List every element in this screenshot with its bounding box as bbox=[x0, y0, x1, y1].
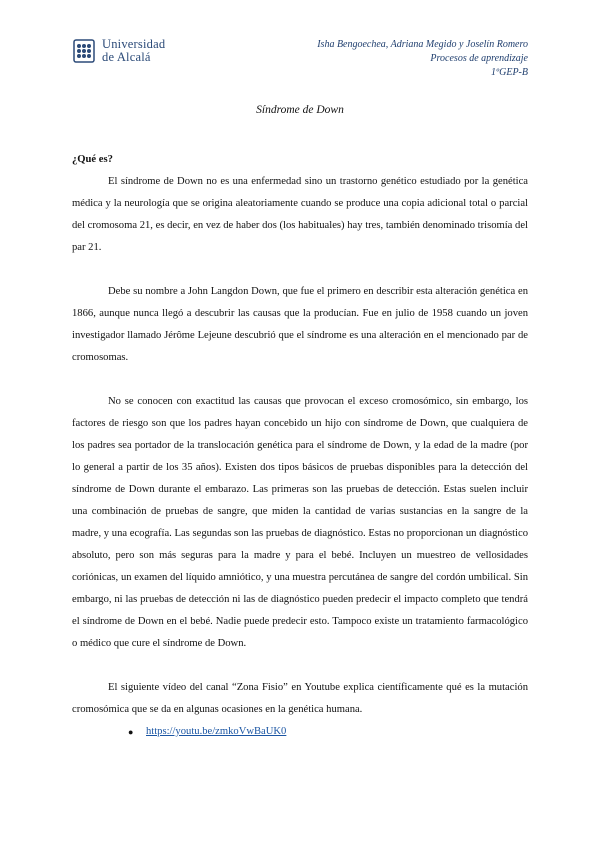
paragraph-3: No se conocen con exactitud las causas que provocan el exceso cromosómico, sin embargo, los factores de riesgo son que los padres hayan concebido un hijo con síndrome de Down, que cualquiera de los padres sea portador de la translocación genética para el síndrome de Down, y la edad de la madre (por lo general a partir de los 35 años). Existen dos tipos básicos de pruebas disponibles para la detección del síndrome de Down durante el embarazo. Las primeras son las pruebas de detección. Estas suelen incluir una combinación de pruebas de sangre, que miden la cantidad de varias sustancias en la sangre de la madre, y una ecografía. Las segundas son las pruebas de diagnóstico. Estas no proporcionan un diagnóstico absoluto, pero son más seguras para la madre y para el bebé. Incluyen un muestreo de vellosidades coriónicas, un examen del líquido amniótico, y una muestra percutánea de sangre del cordón umbilical. Sin embargo, ni las pruebas de detección ni las de diagnóstico pueden predecir el impacto completo que tendrá el síndrome de Down en el bebé. Nadie puede predecir esto. Tampoco existe un tratamiento farmacológico o médico que cure el síndrome de Down. bbox=[72, 396, 528, 649]
university-crest-icon bbox=[72, 38, 96, 64]
header-authors-block bbox=[317, 38, 528, 80]
section-heading: ¿Qué es? bbox=[72, 154, 113, 165]
subject-line: Procesos de aprendizaje bbox=[430, 53, 528, 64]
paragraph-2: Debe su nombre a John Langdon Down, que fue el primero en describir esta alteración genética en 1866, aunque nunca llegó a descubrir las causas que la producían. Fue en julio de 1958 cuando un joven investigador llamado Jérôme Lejeune descubrió que el síndrome es una alteración en el mencionado par de cromosomas. bbox=[72, 286, 528, 363]
university-logo bbox=[72, 38, 165, 64]
logo-line-1: Universidad bbox=[102, 37, 166, 51]
authors-line: Isha Bengoechea, Adriana Megido y Joselín Romero bbox=[317, 39, 528, 50]
paragraph-4: El siguiente vídeo del canal “Zona Fisio” en Youtube explica científicamente qué es la mutación cromosómica que se da en algunas ocasiones en la genética humana. bbox=[72, 682, 528, 715]
document-title: Síndrome de Down bbox=[256, 104, 344, 116]
document-body bbox=[72, 149, 528, 743]
logo-line-2: de Alcalá bbox=[102, 50, 151, 64]
youtube-link[interactable]: https://youtu.be/zmkoVwBaUK0 bbox=[146, 726, 287, 737]
link-list-item bbox=[72, 721, 528, 743]
group-line: 1ºGEP-B bbox=[491, 67, 528, 78]
paragraph-1: El síndrome de Down no es una enfermedad sino un trastorno genético estudiado por la genética médica y la neurología que se origina aleatoriamente cuando se produce una copia adicional total o parcial del cromosoma 21, es decir, en vez de haber dos (los habituales) hay tres, también denominado trisomía del par 21. bbox=[72, 176, 528, 253]
bullet-icon: ● bbox=[128, 727, 134, 737]
logo-text bbox=[102, 38, 165, 64]
